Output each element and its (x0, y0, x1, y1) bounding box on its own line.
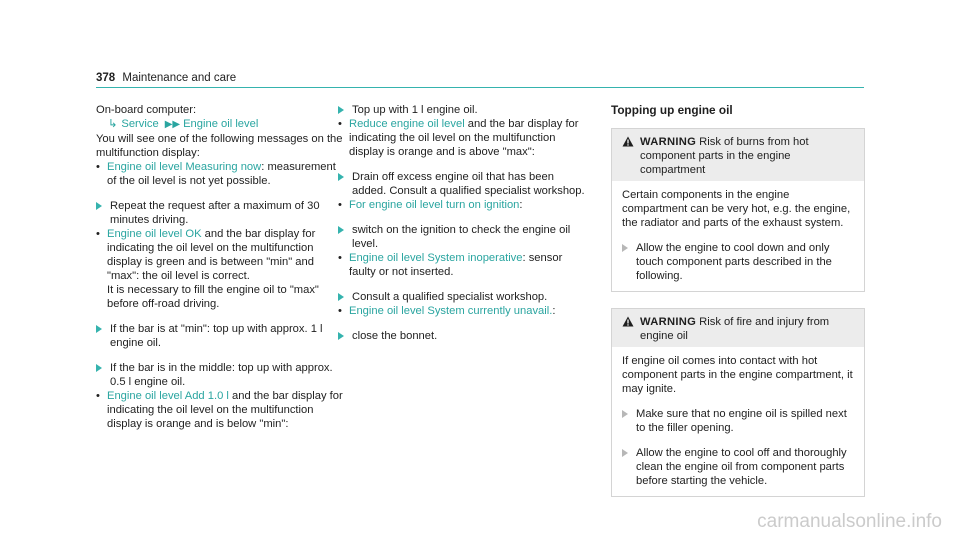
warning-heading: Risk of fire and injury from engine oil (640, 316, 830, 342)
list-item (338, 117, 588, 159)
item-text: and the bar display for indicating the oil level on the multifunction display is orange and is below "min": (107, 390, 343, 430)
triangle-arrow-icon (338, 173, 344, 181)
warning-triangle-icon (622, 136, 634, 147)
display-message: Engine oil level System currently unavail. (349, 305, 553, 317)
step-item (96, 322, 346, 350)
list-item (96, 389, 346, 431)
item-text: and the bar display for indicating the oil level on the multifunction display is green and is between "min" and "max": the oil level is correct. (107, 228, 316, 282)
warning-box (611, 128, 865, 292)
display-message: Reduce engine oil level (349, 118, 465, 130)
step-text: Repeat the request after a maximum of 30 minutes driving. (110, 200, 320, 226)
column-1 (96, 103, 346, 431)
column-2 (338, 103, 588, 343)
page-number: 378 (96, 72, 116, 84)
list-item (338, 198, 588, 212)
path-service[interactable]: Service (121, 118, 159, 130)
list-item (338, 304, 588, 318)
intro-text: On-board computer: (96, 104, 197, 116)
step-item (622, 407, 854, 435)
double-chevron-icon: ▶▶ (164, 119, 181, 130)
triangle-arrow-icon (96, 325, 102, 333)
step-text: If the bar is in the middle: top up with approx. 0.5 l engine oil. (110, 362, 333, 388)
step-text: Allow the engine to cool down and only touch component parts described in the following. (636, 242, 832, 282)
step-item (622, 446, 854, 488)
warning-heading: Risk of burns from hot component parts in the engine compartment (640, 136, 809, 176)
list-item (96, 160, 346, 188)
step-text: Make sure that no engine oil is spilled next to the filler opening. (636, 408, 847, 434)
step-item (338, 290, 588, 304)
warning-text: Certain components in the engine compartment can be very hot, e.g. the engine, the radiator and parts of the exhaust system. (622, 189, 851, 229)
display-message: For engine oil level turn on ignition (349, 199, 520, 211)
warning-header (612, 309, 864, 347)
warning-label: WARNING (640, 136, 697, 148)
step-item (338, 103, 588, 117)
step-text: switch on the ignition to check the engine oil level. (352, 224, 571, 250)
triangle-arrow-icon (338, 226, 344, 234)
header-rule (96, 87, 864, 88)
step-text: Top up with 1 l engine oil. (352, 104, 478, 116)
triangle-arrow-icon (622, 449, 628, 457)
watermark: carmanualsonline.info (757, 511, 942, 532)
warning-text: If engine oil comes into contact with hot component parts in the engine compartment, it may ignite. (622, 355, 853, 395)
item-text: : (519, 199, 523, 211)
triangle-arrow-icon (622, 244, 628, 252)
item-text: : sensor faulty or not inserted. (349, 252, 563, 278)
warning-body (612, 347, 864, 496)
section-title: Maintenance and care (122, 72, 237, 84)
triangle-arrow-icon (338, 293, 344, 301)
warning-header (612, 129, 864, 181)
section-heading: Topping up engine oil (611, 103, 733, 117)
step-text: Drain off excess engine oil that has been added. Consult a qualified specialist workshop. (352, 171, 585, 197)
warning-label: WARNING (640, 316, 697, 328)
display-message: Engine oil level System inoperative (349, 252, 523, 264)
warning-body (612, 181, 864, 291)
display-message: Engine oil level Measuring now (107, 161, 262, 173)
note-text: It is necessary to fill the engine oil to "max" before off-road driving. (107, 284, 319, 310)
item-text: : measurement of the oil level is not yet possible. (107, 161, 336, 187)
triangle-arrow-icon (96, 202, 102, 210)
page-header (96, 71, 236, 85)
step-text: close the bonnet. (352, 330, 438, 342)
triangle-arrow-icon (338, 106, 344, 114)
column-3 (611, 103, 865, 497)
display-message: Engine oil level Add 1.0 l (107, 390, 229, 402)
item-text: : (552, 305, 556, 317)
triangle-arrow-icon (96, 364, 102, 372)
triangle-arrow-icon (338, 332, 344, 340)
step-text: Consult a qualified specialist workshop. (352, 291, 548, 303)
arrow-hook-icon: ↳ (108, 118, 118, 130)
step-item (338, 170, 588, 198)
step-item (96, 361, 346, 389)
item-text: and the bar display for indicating the oil level on the multifunction display is orange and is above "max": (349, 118, 579, 158)
menu-path (96, 117, 346, 132)
triangle-arrow-icon (622, 410, 628, 418)
warning-box (611, 308, 865, 497)
display-message: Engine oil level OK (107, 228, 202, 240)
step-text: Allow the engine to cool off and thoroughly clean the engine oil from component parts before starting the vehicle. (636, 447, 847, 487)
path-engine-oil-level[interactable]: Engine oil level (183, 118, 259, 130)
list-item (338, 251, 588, 279)
step-item (338, 329, 588, 343)
warning-triangle-icon (622, 316, 634, 327)
step-item (622, 241, 854, 283)
list-item (96, 227, 346, 283)
step-item (338, 223, 588, 251)
step-item (96, 199, 346, 227)
step-text: If the bar is at "min": top up with approx. 1 l engine oil. (110, 323, 323, 349)
see-text: You will see one of the following messages on the multifunction display: (96, 133, 343, 159)
